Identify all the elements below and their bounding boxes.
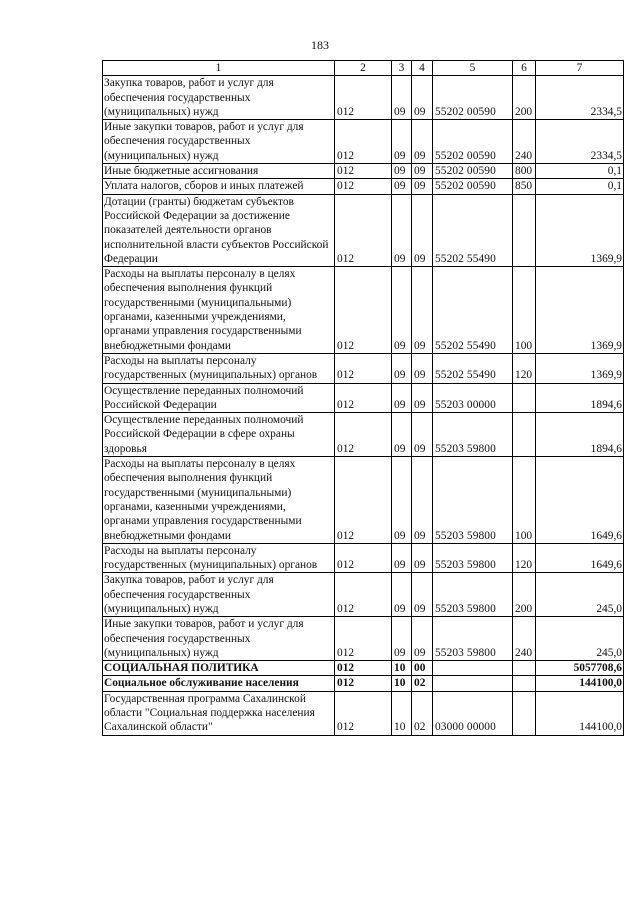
row-code-3: 09 xyxy=(392,543,412,573)
row-code-2: 012 xyxy=(335,661,392,676)
row-code-5: 55202 00590 xyxy=(433,76,513,120)
table-row xyxy=(103,194,624,266)
row-amount: 2334,5 xyxy=(536,120,624,164)
row-code-3: 09 xyxy=(392,573,412,617)
row-description: Осуществление переданных полномочий Российской Федерации xyxy=(103,383,335,413)
row-amount: 1894,6 xyxy=(536,383,624,413)
row-description: СОЦИАЛЬНАЯ ПОЛИТИКА xyxy=(103,661,335,676)
row-amount: 1369,9 xyxy=(536,353,624,383)
table-row xyxy=(103,383,624,413)
row-code-4: 09 xyxy=(412,76,433,120)
row-description: Осуществление переданных полномочий Российской Федерации в сфере охраны здоровья xyxy=(103,413,335,457)
table-row xyxy=(103,573,624,617)
row-code-4: 09 xyxy=(412,353,433,383)
column-header: 2 xyxy=(335,61,392,76)
row-code-6 xyxy=(513,194,536,266)
row-code-6: 800 xyxy=(513,164,536,179)
row-description: Закупка товаров, работ и услуг для обеспечения государственных (муниципальных) нужд xyxy=(103,76,335,120)
row-code-6: 100 xyxy=(513,267,536,354)
row-code-6: 850 xyxy=(513,179,536,194)
budget-table xyxy=(102,60,624,736)
row-code-5: 55203 00000 xyxy=(433,383,513,413)
table-header-row xyxy=(103,61,624,76)
row-code-5: 55203 59800 xyxy=(433,543,513,573)
row-description: Закупка товаров, работ и услуг для обеспечения государственных (муниципальных) нужд xyxy=(103,573,335,617)
row-amount: 2334,5 xyxy=(536,76,624,120)
row-code-4: 02 xyxy=(412,691,433,735)
row-code-3: 09 xyxy=(392,194,412,266)
table-row xyxy=(103,617,624,661)
column-header: 1 xyxy=(103,61,335,76)
row-code-4: 09 xyxy=(412,413,433,457)
row-code-3: 10 xyxy=(392,676,412,691)
row-code-2: 012 xyxy=(335,353,392,383)
table-row xyxy=(103,267,624,354)
row-code-2: 012 xyxy=(335,120,392,164)
row-description: Расходы на выплаты персоналу в целях обеспечения выполнения функций государственными (муниципальными) органами, казенными учреждениями, органами управления государственными внебюджетными фондами xyxy=(103,457,335,544)
row-amount: 144100,0 xyxy=(536,676,624,691)
column-header: 5 xyxy=(433,61,513,76)
row-description: Иные закупки товаров, работ и услуг для обеспечения государственных (муниципальных) нужд xyxy=(103,120,335,164)
row-code-3: 09 xyxy=(392,617,412,661)
row-code-5: 55202 00590 xyxy=(433,120,513,164)
row-amount: 1649,6 xyxy=(536,457,624,544)
row-description: Дотации (гранты) бюджетам субъектов Российской Федерации за достижение показателей деятельности органов исполнительной власти субъектов Российской Федерации xyxy=(103,194,335,266)
column-header: 7 xyxy=(536,61,624,76)
row-amount: 5057708,6 xyxy=(536,661,624,676)
row-code-5: 55203 59800 xyxy=(433,457,513,544)
row-code-4: 09 xyxy=(412,543,433,573)
table-row xyxy=(103,353,624,383)
row-code-6: 240 xyxy=(513,120,536,164)
row-code-4: 09 xyxy=(412,457,433,544)
row-code-5: 55202 00590 xyxy=(433,164,513,179)
row-code-6 xyxy=(513,691,536,735)
row-code-5: 55202 55490 xyxy=(433,353,513,383)
row-code-6: 120 xyxy=(513,353,536,383)
row-amount: 1369,9 xyxy=(536,194,624,266)
row-code-3: 09 xyxy=(392,413,412,457)
row-code-4: 09 xyxy=(412,194,433,266)
row-amount: 1649,6 xyxy=(536,543,624,573)
row-amount: 0,1 xyxy=(536,164,624,179)
row-code-2: 012 xyxy=(335,383,392,413)
column-header: 3 xyxy=(392,61,412,76)
row-code-2: 012 xyxy=(335,573,392,617)
row-code-2: 012 xyxy=(335,691,392,735)
row-code-6: 240 xyxy=(513,617,536,661)
row-code-2: 012 xyxy=(335,413,392,457)
row-amount: 0,1 xyxy=(536,179,624,194)
row-code-5: 55203 59800 xyxy=(433,617,513,661)
row-code-6 xyxy=(513,661,536,676)
row-amount: 1369,9 xyxy=(536,267,624,354)
column-header: 6 xyxy=(513,61,536,76)
row-code-5 xyxy=(433,661,513,676)
page-number: 183 xyxy=(311,38,329,52)
row-description: Иные закупки товаров, работ и услуг для обеспечения государственных (муниципальных) нужд xyxy=(103,617,335,661)
row-description: Иные бюджетные ассигнования xyxy=(103,164,335,179)
table-row xyxy=(103,164,624,179)
row-code-2: 012 xyxy=(335,676,392,691)
row-amount: 144100,0 xyxy=(536,691,624,735)
row-description: Расходы на выплаты персоналу в целях обеспечения выполнения функций государственными (муниципальными) органами, казенными учреждениями, органами управления государственными внебюджетными фондами xyxy=(103,267,335,354)
row-code-5: 55203 59800 xyxy=(433,413,513,457)
row-code-6: 200 xyxy=(513,76,536,120)
row-code-4: 09 xyxy=(412,164,433,179)
table-row xyxy=(103,457,624,544)
row-code-2: 012 xyxy=(335,267,392,354)
row-code-3: 09 xyxy=(392,120,412,164)
row-code-4: 02 xyxy=(412,676,433,691)
row-code-4: 09 xyxy=(412,179,433,194)
row-code-5: 55202 55490 xyxy=(433,267,513,354)
row-code-4: 00 xyxy=(412,661,433,676)
row-code-2: 012 xyxy=(335,194,392,266)
row-code-3: 10 xyxy=(392,691,412,735)
row-code-5: 55202 00590 xyxy=(433,179,513,194)
row-amount: 245,0 xyxy=(536,573,624,617)
row-code-4: 09 xyxy=(412,573,433,617)
table-row xyxy=(103,413,624,457)
row-code-5: 55203 59800 xyxy=(433,573,513,617)
table-row xyxy=(103,691,624,735)
table-row xyxy=(103,543,624,573)
table-row xyxy=(103,661,624,676)
row-code-4: 09 xyxy=(412,267,433,354)
row-code-4: 09 xyxy=(412,617,433,661)
row-description: Государственная программа Сахалинской области "Социальная поддержка населения Сахалинской области" xyxy=(103,691,335,735)
row-code-2: 012 xyxy=(335,164,392,179)
row-code-3: 09 xyxy=(392,179,412,194)
row-code-6 xyxy=(513,383,536,413)
row-code-3: 10 xyxy=(392,661,412,676)
row-code-4: 09 xyxy=(412,120,433,164)
table-row xyxy=(103,676,624,691)
row-code-3: 09 xyxy=(392,164,412,179)
row-code-5 xyxy=(433,676,513,691)
row-description: Социальное обслуживание населения xyxy=(103,676,335,691)
row-code-3: 09 xyxy=(392,353,412,383)
row-code-6: 200 xyxy=(513,573,536,617)
row-amount: 1894,6 xyxy=(536,413,624,457)
row-code-5: 55202 55490 xyxy=(433,194,513,266)
row-code-6 xyxy=(513,413,536,457)
row-code-3: 09 xyxy=(392,267,412,354)
row-code-6: 120 xyxy=(513,543,536,573)
row-code-5: 03000 00000 xyxy=(433,691,513,735)
row-code-2: 012 xyxy=(335,543,392,573)
row-code-3: 09 xyxy=(392,457,412,544)
table-row xyxy=(103,179,624,194)
row-amount: 245,0 xyxy=(536,617,624,661)
row-description: Расходы на выплаты персоналу государственных (муниципальных) органов xyxy=(103,353,335,383)
table-row xyxy=(103,76,624,120)
row-code-6: 100 xyxy=(513,457,536,544)
row-code-6 xyxy=(513,676,536,691)
row-code-2: 012 xyxy=(335,457,392,544)
column-header: 4 xyxy=(412,61,433,76)
row-code-2: 012 xyxy=(335,76,392,120)
row-description: Расходы на выплаты персоналу государственных (муниципальных) органов xyxy=(103,543,335,573)
row-code-3: 09 xyxy=(392,76,412,120)
row-code-3: 09 xyxy=(392,383,412,413)
row-code-4: 09 xyxy=(412,383,433,413)
table-row xyxy=(103,120,624,164)
row-code-2: 012 xyxy=(335,617,392,661)
row-code-2: 012 xyxy=(335,179,392,194)
row-description: Уплата налогов, сборов и иных платежей xyxy=(103,179,335,194)
